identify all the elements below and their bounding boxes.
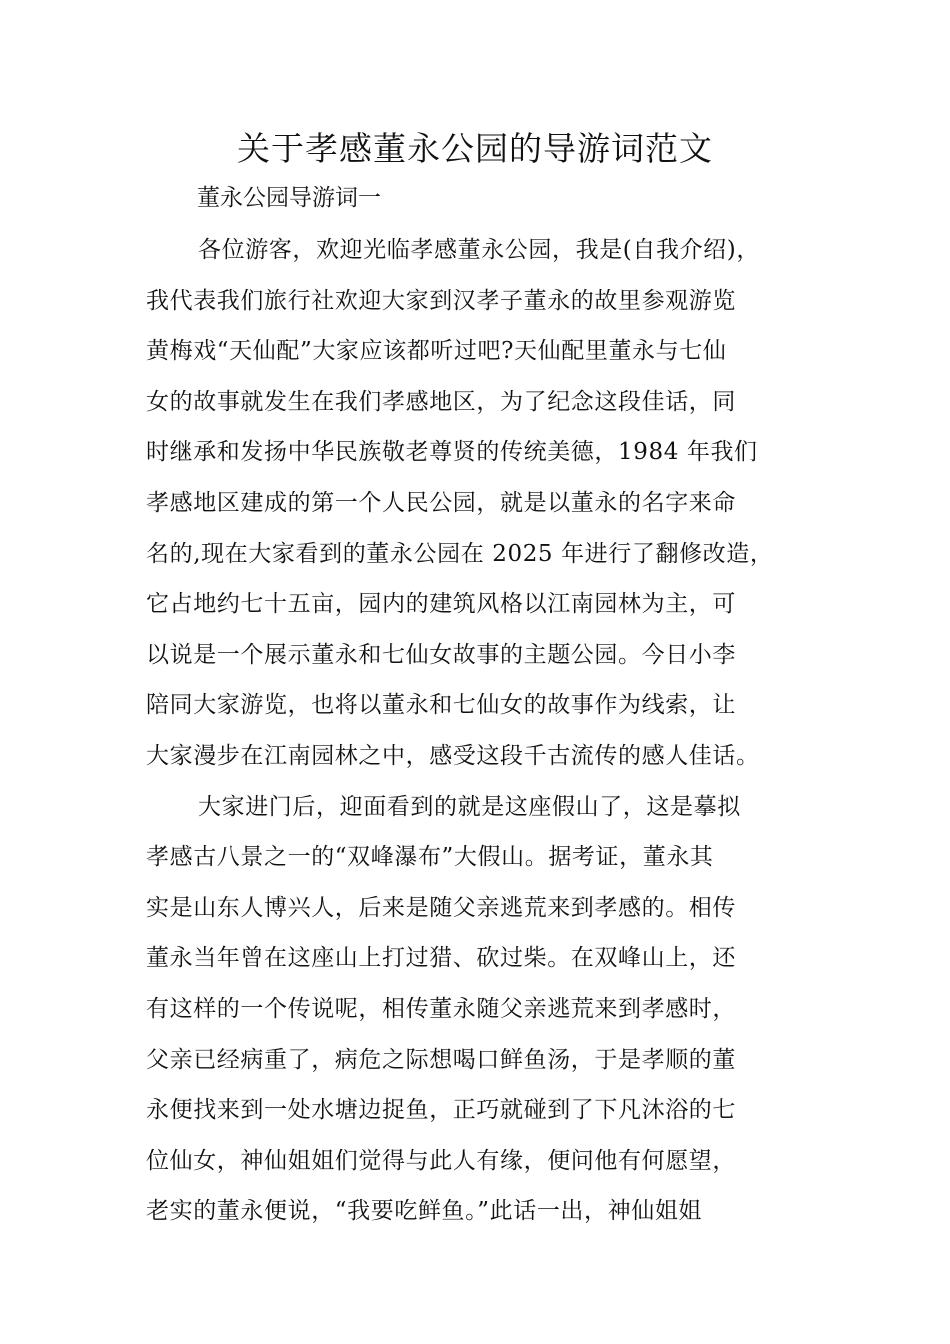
text-line: 有这样的一个传说呢，相传董永随父亲逃荒来到孝感时， [146,995,736,1022]
text-line: 黄梅戏“天仙配”大家应该都听过吧?天仙配里董永与七仙 [146,338,727,365]
text-line: 女的故事就发生在我们孝感地区，为了纪念这段佳话，同 [146,388,736,415]
text-line: 名的,现在大家看到的董永公园在 2025 年进行了翻修改造， [146,540,774,567]
text-line: 父亲已经病重了，病危之际想喝口鲜鱼汤，于是孝顺的董 [146,1046,736,1073]
body-text [146,232,826,1244]
text-line: 孝感地区建成的第一个人民公园，就是以董永的名字来命 [146,489,736,516]
text-line: 以说是一个展示董永和七仙女故事的主题公园。今日小李 [146,641,736,668]
text-line: 大家漫步在江南园林之中，感受这段千古流传的感人佳话。 [146,742,760,769]
text-line: 位仙女，神仙姐姐们觉得与此人有缘，便问他有何愿望， [146,1147,736,1174]
text-line: 老实的董永便说，“我要吃鲜鱼。”此话一出，神仙姐姐 [146,1198,703,1225]
text-line: 我代表我们旅行社欢迎大家到汉孝子董永的故里参观游览 [146,287,736,314]
text-line: 各位游客，欢迎光临孝感董永公园，我是(自我介绍)， [198,237,760,263]
text-line: 董永当年曾在这座山上打过猎、砍过柴。在双峰山上，还 [146,945,736,972]
text-line: 它占地约七十五亩，园内的建筑风格以江南园林为主，可 [146,591,736,618]
text-line: 大家进门后，迎面看到的就是这座假山了，这是摹拟 [198,793,741,820]
text-line: 时继承和发扬中华民族敬老尊贤的传统美德，1984 年我们 [146,439,758,466]
document-title: 关于孝感董永公园的导游词范文 [237,129,713,168]
text-line: 陪同大家游览，也将以董永和七仙女的故事作为线索，让 [146,692,736,719]
text-line: 永便找来到一处水塘边捉鱼，正巧就碰到了下凡沐浴的七 [146,1097,736,1124]
section-heading: 董永公园导游词一 [197,185,381,211]
text-line: 实是山东人博兴人，后来是随父亲逃荒来到孝感的。相传 [146,894,736,921]
text-line: 孝感古八景之一的“双峰瀑布”大假山。据考证，董永其 [146,844,714,871]
